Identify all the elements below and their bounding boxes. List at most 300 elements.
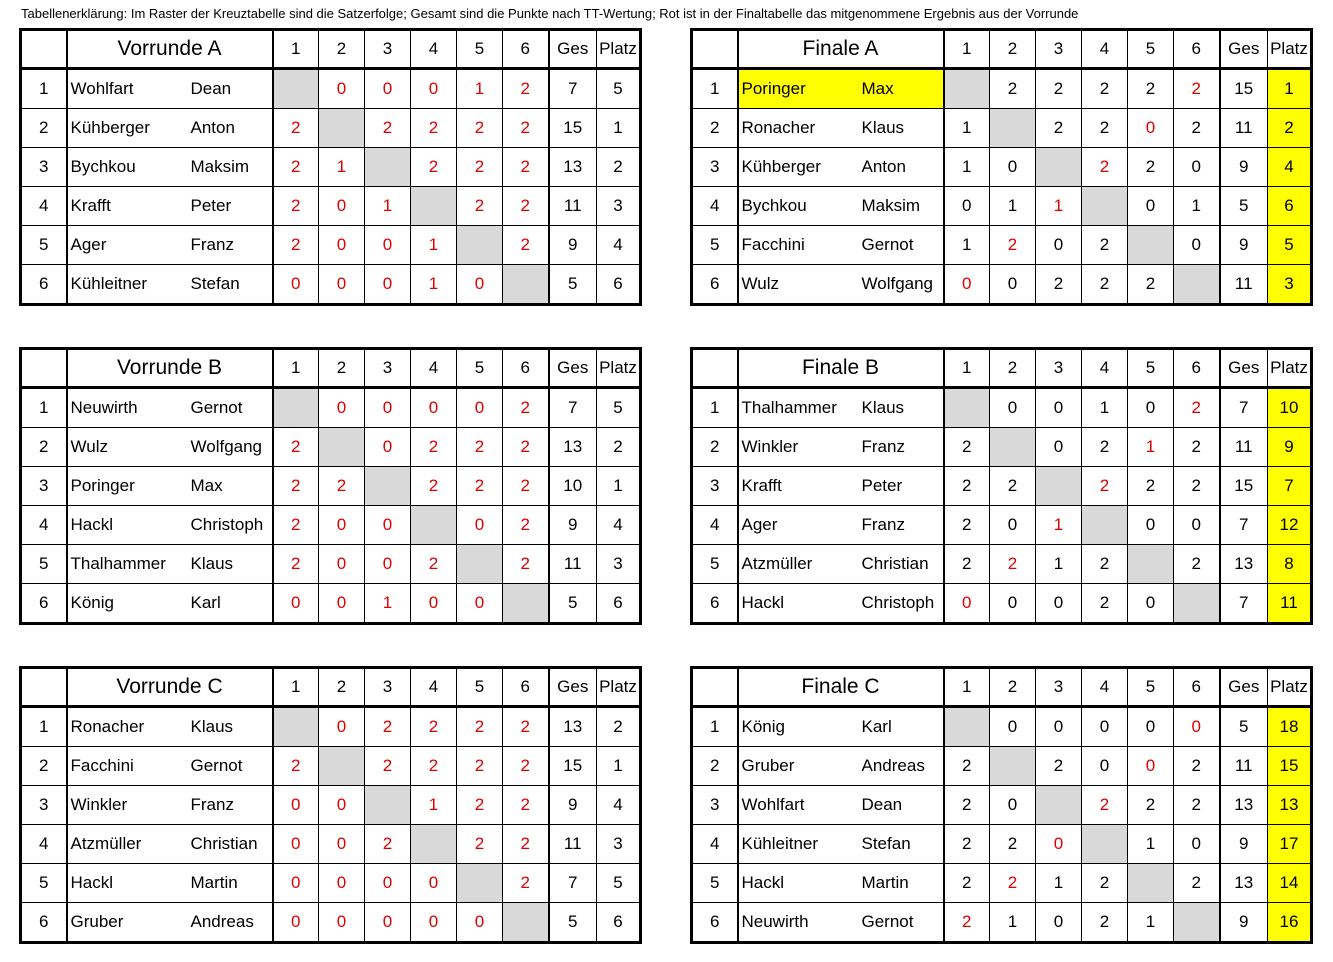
score-cell: 2 xyxy=(273,187,319,226)
table-row xyxy=(21,584,641,624)
row-number: 5 xyxy=(692,545,738,584)
table-row xyxy=(21,109,641,148)
table-row xyxy=(692,226,1312,265)
score-cell: 2 xyxy=(273,747,319,786)
player-name-cell xyxy=(67,109,273,148)
diagonal-cell xyxy=(411,506,457,545)
player-name-cell xyxy=(738,825,944,864)
score-cell: 1 xyxy=(1128,825,1174,864)
diagonal-cell xyxy=(1174,903,1220,943)
score-cell: 2 xyxy=(457,428,503,467)
row-number: 6 xyxy=(21,903,67,943)
row-number: 4 xyxy=(692,506,738,545)
diagonal-cell xyxy=(319,747,365,786)
column-header-4: 4 xyxy=(411,30,457,69)
score-cell: 2 xyxy=(944,786,990,825)
score-cell: 0 xyxy=(1174,148,1220,187)
total-points: 11 xyxy=(549,545,597,584)
score-cell: 2 xyxy=(273,545,319,584)
score-cell: 2 xyxy=(503,864,549,903)
player-first-name: Maksim xyxy=(861,196,921,215)
column-header-2: 2 xyxy=(319,349,365,388)
player-name-cell xyxy=(67,388,273,428)
score-cell: 2 xyxy=(503,506,549,545)
score-cell: 2 xyxy=(411,428,457,467)
row-number: 4 xyxy=(692,187,738,226)
player-name-cell xyxy=(738,584,944,624)
player-first-name: Franz xyxy=(861,437,905,456)
row-number: 1 xyxy=(692,707,738,747)
placement: 17 xyxy=(1268,825,1312,864)
row-number: 6 xyxy=(21,265,67,305)
score-cell: 2 xyxy=(1082,903,1128,943)
score-cell: 0 xyxy=(1128,584,1174,624)
diagonal-cell xyxy=(1082,187,1128,226)
score-cell: 0 xyxy=(1036,707,1082,747)
player-first-name: Wolfgang xyxy=(861,274,934,293)
diagonal-cell xyxy=(319,109,365,148)
placement: 1 xyxy=(597,747,641,786)
ges-header: Ges xyxy=(1220,30,1268,69)
score-cell: 0 xyxy=(319,265,365,305)
score-cell: 2 xyxy=(1128,148,1174,187)
vorrunde-table-2 xyxy=(19,347,642,625)
total-points: 7 xyxy=(1220,584,1268,624)
diagonal-cell xyxy=(1036,467,1082,506)
score-cell: 2 xyxy=(273,428,319,467)
score-cell: 2 xyxy=(1082,428,1128,467)
score-cell: 1 xyxy=(990,187,1036,226)
total-points: 7 xyxy=(1220,506,1268,545)
player-first-name: Maksim xyxy=(190,157,250,176)
score-cell: 1 xyxy=(1174,187,1220,226)
score-cell: 0 xyxy=(457,584,503,624)
score-cell: 2 xyxy=(1174,786,1220,825)
score-cell: 2 xyxy=(944,864,990,903)
player-last-name: Kühberger xyxy=(741,157,821,176)
player-name-cell xyxy=(67,506,273,545)
diagonal-cell xyxy=(1174,265,1220,305)
table-title: Vorrunde A xyxy=(67,30,273,69)
score-cell: 0 xyxy=(319,786,365,825)
score-cell: 0 xyxy=(411,69,457,109)
player-first-name: Dean xyxy=(861,795,903,814)
score-cell: 2 xyxy=(1036,265,1082,305)
score-cell: 2 xyxy=(503,786,549,825)
score-cell: 0 xyxy=(273,825,319,864)
player-last-name: Gruber xyxy=(741,756,795,775)
column-header-5: 5 xyxy=(457,30,503,69)
column-header-3: 3 xyxy=(1036,349,1082,388)
player-last-name: Atzmüller xyxy=(741,554,813,573)
score-cell: 1 xyxy=(411,786,457,825)
corner-cell xyxy=(21,349,67,388)
player-last-name: Thalhammer xyxy=(741,398,837,417)
placement: 7 xyxy=(1268,467,1312,506)
player-name-cell xyxy=(67,545,273,584)
placement: 13 xyxy=(1268,786,1312,825)
legend-note: Tabellenerklärung: Im Raster der Kreuztabelle sind die Satzerfolge; Gesamt sind die Punkte nach TT-Wertung; Rot ist in der Finaltabelle das mitgenommene Ergebnis aus der Vorrunde xyxy=(21,6,1079,21)
player-last-name: Kühberger xyxy=(70,118,150,137)
total-points: 15 xyxy=(1220,69,1268,109)
row-number: 4 xyxy=(21,506,67,545)
score-cell: 2 xyxy=(990,825,1036,864)
table-row xyxy=(692,388,1312,428)
player-first-name: Max xyxy=(190,476,223,495)
player-last-name: Krafft xyxy=(741,476,782,495)
score-cell: 2 xyxy=(1174,864,1220,903)
player-last-name: Hackl xyxy=(741,593,785,612)
column-header-1: 1 xyxy=(944,668,990,707)
score-cell: 0 xyxy=(1128,187,1174,226)
score-cell: 2 xyxy=(1174,109,1220,148)
total-points: 5 xyxy=(549,265,597,305)
score-cell: 2 xyxy=(411,109,457,148)
score-cell: 0 xyxy=(319,226,365,265)
player-name-cell xyxy=(67,747,273,786)
placement: 4 xyxy=(597,506,641,545)
score-cell: 0 xyxy=(319,864,365,903)
diagonal-cell xyxy=(365,148,411,187)
player-name-cell xyxy=(67,265,273,305)
player-name-cell xyxy=(67,707,273,747)
table-row xyxy=(21,747,641,786)
column-header-3: 3 xyxy=(365,30,411,69)
player-last-name: Krafft xyxy=(70,196,111,215)
player-last-name: Atzmüller xyxy=(70,834,142,853)
score-cell: 0 xyxy=(990,506,1036,545)
player-last-name: Wohlfart xyxy=(741,795,805,814)
diagonal-cell xyxy=(457,226,503,265)
player-last-name: Wohlfart xyxy=(70,79,134,98)
total-points: 13 xyxy=(549,148,597,187)
player-last-name: Neuwirth xyxy=(70,398,138,417)
score-cell: 1 xyxy=(990,903,1036,943)
row-number: 1 xyxy=(692,388,738,428)
platz-header: Platz xyxy=(597,349,641,388)
score-cell: 0 xyxy=(1082,747,1128,786)
player-name-cell xyxy=(738,786,944,825)
score-cell: 0 xyxy=(944,265,990,305)
column-header-2: 2 xyxy=(990,668,1036,707)
score-cell: 2 xyxy=(1174,467,1220,506)
total-points: 15 xyxy=(549,747,597,786)
player-name-cell xyxy=(67,467,273,506)
score-cell: 2 xyxy=(1082,265,1128,305)
score-cell: 2 xyxy=(503,109,549,148)
score-cell: 2 xyxy=(1082,467,1128,506)
diagonal-cell xyxy=(365,786,411,825)
player-first-name: Christian xyxy=(190,834,258,853)
player-first-name: Christoph xyxy=(861,593,935,612)
player-first-name: Gernot xyxy=(861,912,914,931)
score-cell: 2 xyxy=(990,545,1036,584)
score-cell: 0 xyxy=(273,864,319,903)
score-cell: 0 xyxy=(457,903,503,943)
row-number: 6 xyxy=(692,265,738,305)
score-cell: 0 xyxy=(365,226,411,265)
score-cell: 0 xyxy=(990,148,1036,187)
total-points: 9 xyxy=(549,506,597,545)
placement: 2 xyxy=(1268,109,1312,148)
table-row xyxy=(21,545,641,584)
score-cell: 0 xyxy=(411,584,457,624)
diagonal-cell xyxy=(944,707,990,747)
score-cell: 1 xyxy=(1128,903,1174,943)
score-cell: 0 xyxy=(944,584,990,624)
player-first-name: Christian xyxy=(861,554,929,573)
column-header-2: 2 xyxy=(319,30,365,69)
table-row xyxy=(21,226,641,265)
column-header-1: 1 xyxy=(944,30,990,69)
score-cell: 1 xyxy=(1036,864,1082,903)
table-row xyxy=(692,584,1312,624)
diagonal-cell xyxy=(990,747,1036,786)
score-cell: 2 xyxy=(1082,69,1128,109)
diagonal-cell xyxy=(503,903,549,943)
table-row xyxy=(692,148,1312,187)
column-header-1: 1 xyxy=(273,668,319,707)
column-header-4: 4 xyxy=(1082,30,1128,69)
player-name-cell xyxy=(738,467,944,506)
score-cell: 2 xyxy=(503,187,549,226)
score-cell: 0 xyxy=(1174,226,1220,265)
column-header-4: 4 xyxy=(411,349,457,388)
score-cell: 0 xyxy=(990,265,1036,305)
score-cell: 2 xyxy=(457,747,503,786)
placement: 5 xyxy=(597,864,641,903)
score-cell: 0 xyxy=(944,187,990,226)
total-points: 9 xyxy=(549,226,597,265)
row-number: 2 xyxy=(21,747,67,786)
placement: 6 xyxy=(1268,187,1312,226)
player-first-name: Martin xyxy=(190,873,238,892)
column-header-1: 1 xyxy=(273,349,319,388)
player-name-cell xyxy=(738,187,944,226)
player-last-name: Facchini xyxy=(70,756,134,775)
table-row xyxy=(21,428,641,467)
corner-cell xyxy=(692,349,738,388)
player-name-cell xyxy=(738,747,944,786)
table-row xyxy=(21,864,641,903)
column-header-1: 1 xyxy=(944,349,990,388)
placement: 3 xyxy=(597,825,641,864)
table-row xyxy=(692,747,1312,786)
total-points: 13 xyxy=(1220,545,1268,584)
placement: 3 xyxy=(1268,265,1312,305)
diagonal-cell xyxy=(944,388,990,428)
total-points: 13 xyxy=(1220,864,1268,903)
diagonal-cell xyxy=(457,545,503,584)
score-cell: 2 xyxy=(1128,265,1174,305)
player-name-cell xyxy=(738,506,944,545)
total-points: 9 xyxy=(549,786,597,825)
player-last-name: Kühleitner xyxy=(70,274,148,293)
placement: 4 xyxy=(1268,148,1312,187)
score-cell: 0 xyxy=(1036,825,1082,864)
row-number: 3 xyxy=(692,786,738,825)
row-number: 5 xyxy=(692,864,738,903)
column-header-5: 5 xyxy=(1128,668,1174,707)
column-header-2: 2 xyxy=(990,349,1036,388)
row-number: 4 xyxy=(692,825,738,864)
score-cell: 2 xyxy=(944,825,990,864)
score-cell: 0 xyxy=(1036,903,1082,943)
table-row xyxy=(692,825,1312,864)
score-cell: 0 xyxy=(990,786,1036,825)
placement: 11 xyxy=(1268,584,1312,624)
score-cell: 1 xyxy=(319,148,365,187)
score-cell: 2 xyxy=(944,428,990,467)
placement: 3 xyxy=(597,187,641,226)
score-cell: 0 xyxy=(457,388,503,428)
placement: 16 xyxy=(1268,903,1312,943)
score-cell: 0 xyxy=(411,388,457,428)
player-first-name: Karl xyxy=(190,593,221,612)
player-name-cell xyxy=(67,786,273,825)
score-cell: 2 xyxy=(1082,786,1128,825)
column-header-2: 2 xyxy=(990,30,1036,69)
player-first-name: Gernot xyxy=(190,756,243,775)
total-points: 7 xyxy=(549,864,597,903)
player-name-cell xyxy=(67,187,273,226)
diagonal-cell xyxy=(411,187,457,226)
player-name-cell xyxy=(67,584,273,624)
diagonal-cell xyxy=(944,69,990,109)
row-number: 5 xyxy=(692,226,738,265)
platz-header: Platz xyxy=(1268,30,1312,69)
table-row xyxy=(692,903,1312,943)
column-header-5: 5 xyxy=(1128,349,1174,388)
column-header-4: 4 xyxy=(1082,668,1128,707)
diagonal-cell xyxy=(1036,786,1082,825)
score-cell: 0 xyxy=(365,69,411,109)
total-points: 5 xyxy=(1220,707,1268,747)
score-cell: 2 xyxy=(411,467,457,506)
score-cell: 2 xyxy=(1036,747,1082,786)
player-first-name: Karl xyxy=(861,717,892,736)
table-title: Finale B xyxy=(738,349,944,388)
total-points: 5 xyxy=(549,584,597,624)
platz-header: Platz xyxy=(597,668,641,707)
score-cell: 0 xyxy=(1036,226,1082,265)
score-cell: 1 xyxy=(411,265,457,305)
score-cell: 2 xyxy=(990,226,1036,265)
score-cell: 2 xyxy=(1174,747,1220,786)
diagonal-cell xyxy=(365,467,411,506)
platz-header: Platz xyxy=(1268,349,1312,388)
score-cell: 2 xyxy=(990,467,1036,506)
row-number: 1 xyxy=(692,69,738,109)
score-cell: 2 xyxy=(503,747,549,786)
score-cell: 2 xyxy=(273,148,319,187)
player-last-name: Facchini xyxy=(741,235,805,254)
corner-cell xyxy=(692,30,738,69)
score-cell: 0 xyxy=(273,265,319,305)
placement: 1 xyxy=(1268,69,1312,109)
placement: 18 xyxy=(1268,707,1312,747)
table-row xyxy=(21,187,641,226)
player-first-name: Franz xyxy=(861,515,905,534)
score-cell: 2 xyxy=(1174,388,1220,428)
score-cell: 2 xyxy=(1128,467,1174,506)
column-header-1: 1 xyxy=(273,30,319,69)
table-row xyxy=(21,506,641,545)
player-name-cell xyxy=(738,109,944,148)
player-name-cell xyxy=(738,903,944,943)
player-last-name: Wulz xyxy=(741,274,779,293)
table-row xyxy=(692,545,1312,584)
score-cell: 2 xyxy=(365,109,411,148)
column-header-6: 6 xyxy=(1174,349,1220,388)
score-cell: 0 xyxy=(365,428,411,467)
total-points: 11 xyxy=(549,187,597,226)
column-header-5: 5 xyxy=(457,349,503,388)
placement: 1 xyxy=(597,467,641,506)
score-cell: 0 xyxy=(273,786,319,825)
ges-header: Ges xyxy=(549,668,597,707)
score-cell: 1 xyxy=(1036,187,1082,226)
player-last-name: Ager xyxy=(741,515,778,534)
player-name-cell xyxy=(67,226,273,265)
column-header-5: 5 xyxy=(457,668,503,707)
score-cell: 2 xyxy=(457,187,503,226)
player-last-name: Gruber xyxy=(70,912,124,931)
placement: 2 xyxy=(597,428,641,467)
score-cell: 2 xyxy=(990,69,1036,109)
column-header-5: 5 xyxy=(1128,30,1174,69)
score-cell: 2 xyxy=(944,903,990,943)
player-name-cell xyxy=(738,428,944,467)
player-name-cell xyxy=(67,825,273,864)
total-points: 11 xyxy=(1220,109,1268,148)
score-cell: 0 xyxy=(1174,506,1220,545)
diagonal-cell xyxy=(1128,864,1174,903)
score-cell: 2 xyxy=(1082,864,1128,903)
row-number: 1 xyxy=(21,388,67,428)
placement: 3 xyxy=(597,545,641,584)
player-first-name: Anton xyxy=(861,157,906,176)
table-title: Vorrunde C xyxy=(67,668,273,707)
score-cell: 0 xyxy=(457,506,503,545)
column-header-3: 3 xyxy=(365,349,411,388)
total-points: 11 xyxy=(1220,265,1268,305)
table-row xyxy=(692,69,1312,109)
total-points: 5 xyxy=(1220,187,1268,226)
player-name-cell xyxy=(67,428,273,467)
score-cell: 0 xyxy=(365,545,411,584)
score-cell: 2 xyxy=(365,707,411,747)
row-number: 2 xyxy=(692,747,738,786)
score-cell: 2 xyxy=(503,545,549,584)
score-cell: 2 xyxy=(273,226,319,265)
score-cell: 0 xyxy=(1082,707,1128,747)
row-number: 2 xyxy=(21,428,67,467)
placement: 6 xyxy=(597,903,641,943)
player-last-name: Ager xyxy=(70,235,107,254)
corner-cell xyxy=(21,668,67,707)
row-number: 3 xyxy=(692,467,738,506)
table-title: Finale A xyxy=(738,30,944,69)
score-cell: 0 xyxy=(1128,747,1174,786)
row-number: 3 xyxy=(21,148,67,187)
total-points: 7 xyxy=(1220,388,1268,428)
player-first-name: Stefan xyxy=(190,274,240,293)
score-cell: 0 xyxy=(273,903,319,943)
diagonal-cell xyxy=(273,69,319,109)
total-points: 7 xyxy=(549,69,597,109)
total-points: 15 xyxy=(549,109,597,148)
